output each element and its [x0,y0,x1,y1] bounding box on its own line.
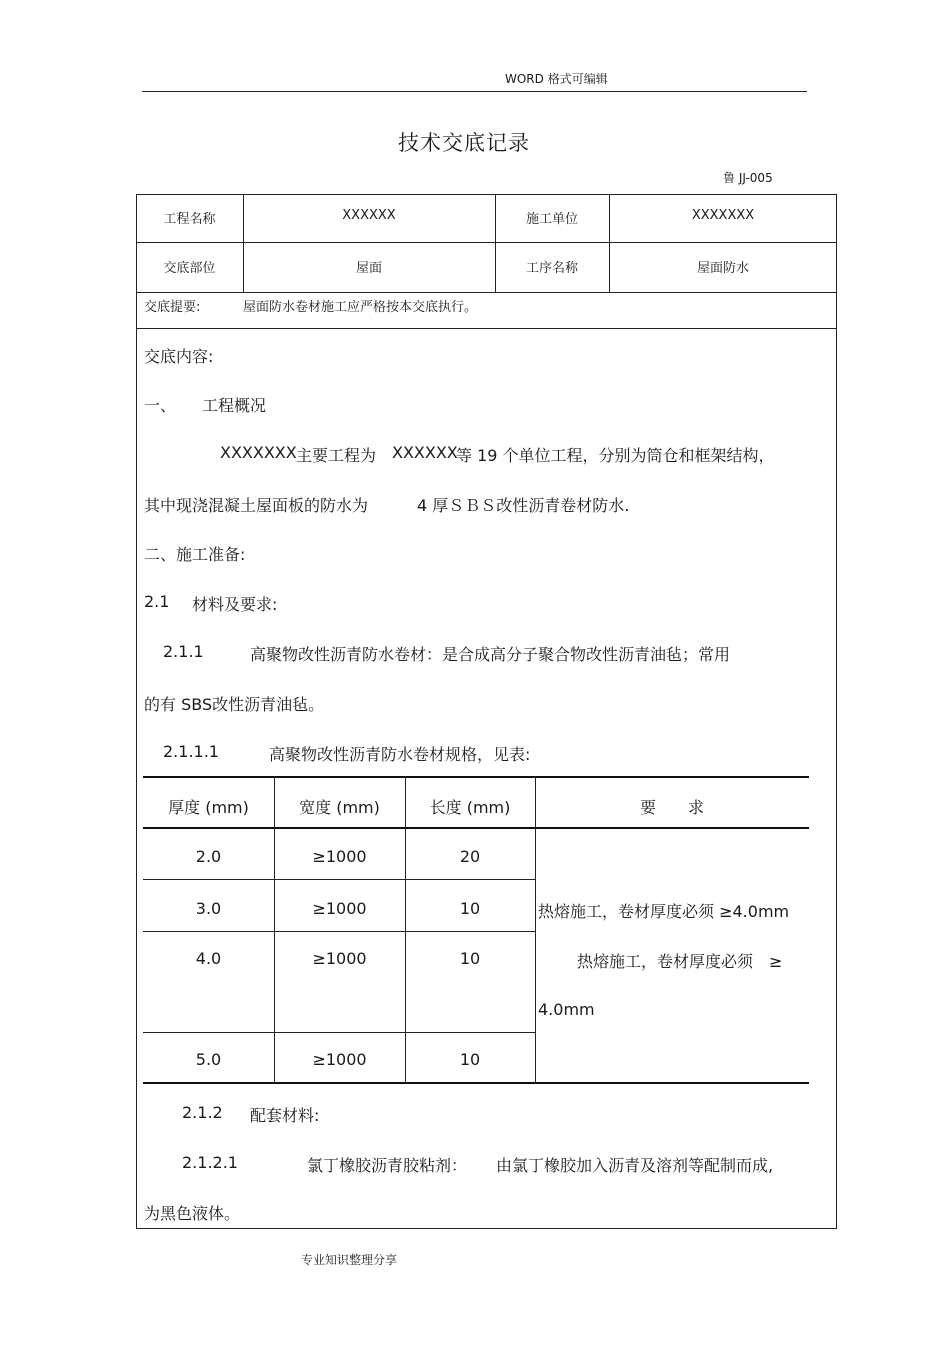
s21-title: 材料及要求: [192,595,278,614]
footer-text: 专业知识整理分享 [301,1253,398,1267]
overview-line1-c: XXXXXX [392,443,458,462]
s211-line2: 的有 SBS改性沥青油毡。 [144,695,325,714]
overview-line1-b: 主要工程为 [296,446,377,465]
table-bottom-rule [143,1082,809,1084]
s212-text: 配套材料: [250,1106,320,1125]
s212-number: 2.1.2 [182,1103,223,1122]
section1-number: 一、 [144,396,177,415]
header-width: 宽度 (mm) [299,798,380,817]
project-name-label: 工程名称 [163,212,216,227]
s2111-number: 2.1.1.1 [163,742,219,761]
requirement-text-1: 热熔施工，卷材厚度必须 ≥4.0mm [538,902,790,921]
cell-length: 10 [459,949,481,968]
document-code: 鲁 JJ-005 [723,171,773,185]
header-watermark: WORD 格式可编辑 [505,72,608,86]
cell-thickness: 2.0 [195,847,222,866]
cell-width: ≥1000 [312,949,367,968]
grid-line [136,242,837,243]
table-top-rule [143,776,809,778]
overview-line1-d: 等 19 个单位工程，分别为筒仓和框架结构， [456,446,775,465]
spec-table [143,776,809,1084]
construction-unit-label: 施工单位 [525,212,578,227]
grid-line [136,328,837,329]
overview-line2-a: 其中现浇混凝土屋面板的防水为 [144,496,369,515]
requirement-text-3: 4.0mm [538,1000,595,1019]
project-name-value: XXXXXX [342,208,396,223]
section1-title: 工程概况 [202,396,267,415]
cell-width: ≥1000 [312,1050,367,1069]
cell-length: 10 [459,1050,481,1069]
table-col-rule [274,776,275,1084]
summary-label: 交底提要: [144,300,201,315]
s2121-text: 氯丁橡胶沥青胶粘剂： [307,1156,468,1175]
table-row-rule [143,879,536,880]
cell-thickness: 5.0 [195,1050,222,1069]
header-rule [142,91,807,92]
header-length: 长度 (mm) [429,798,511,817]
construction-unit-value: XXXXXXX [691,208,755,223]
overview-line2-b: 4 厚ＳＢＳ改性沥青卷材防水. [417,496,630,515]
process-name-value: 屋面防水 [696,261,749,276]
cell-length: 20 [459,847,481,866]
s2111-text: 高聚物改性沥青防水卷材规格，见表: [269,745,531,764]
process-name-label: 工序名称 [525,261,578,276]
section2-title: 二、施工准备: [144,545,246,564]
content-heading: 交底内容: [144,347,214,366]
table-row-rule [143,1032,536,1033]
s2121-line2: 为黑色液体。 [144,1204,241,1223]
header-requirement: 要 求 [639,798,704,817]
cell-thickness: 4.0 [195,949,222,968]
requirement-text-2: 热熔施工，卷材厚度必须 ≥ [577,952,783,971]
s21-number: 2.1 [144,592,170,611]
s2121-number: 2.1.2.1 [182,1153,238,1172]
summary-value: 屋面防水卷材施工应严格按本交底执行。 [243,300,478,315]
s211-text: 高聚物改性沥青防水卷材：是合成高分子聚合物改性沥青油毡；常用 [250,645,731,664]
table-row-rule [143,931,536,932]
header-thickness: 厚度 (mm) [168,798,249,817]
cell-length: 10 [459,899,481,918]
cell-width: ≥1000 [312,899,367,918]
table-col-rule [535,776,536,1084]
s2121-text2: 由氯丁橡胶加入沥青及溶剂等配制而成, [496,1156,774,1175]
table-header-rule [143,827,809,829]
overview-line1-a: XXXXXXX [220,443,297,462]
cell-thickness: 3.0 [195,899,222,918]
table-col-rule [405,776,406,1084]
s211-number: 2.1.1 [163,642,204,661]
document-title: 技术交底记录 [398,131,530,155]
handover-part-label: 交底部位 [163,261,216,276]
handover-part-value: 屋面 [355,261,382,276]
grid-line [136,292,837,293]
cell-width: ≥1000 [312,847,367,866]
